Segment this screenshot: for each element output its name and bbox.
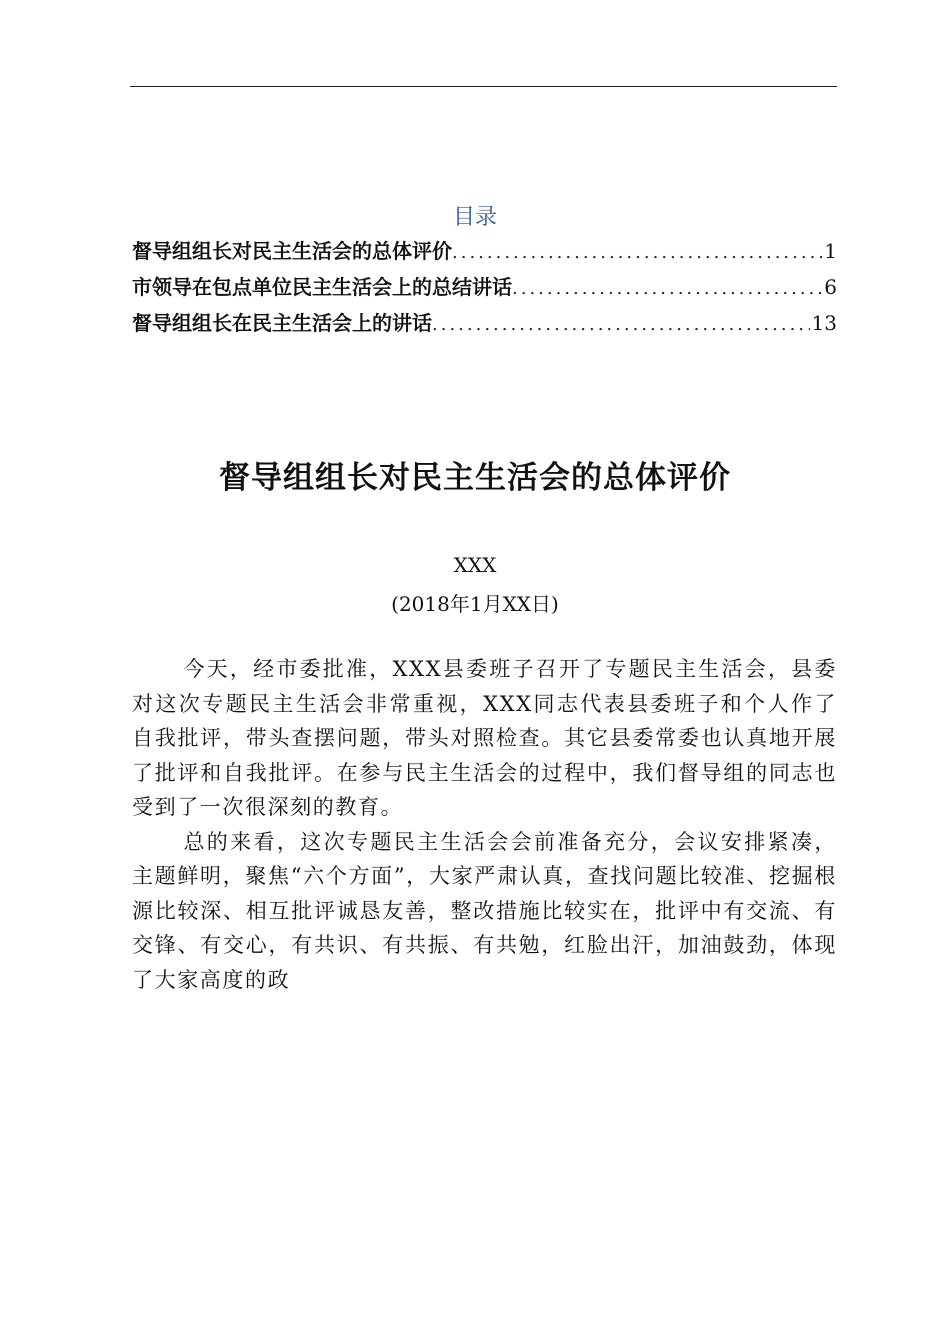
- toc-heading: 目录: [452, 205, 497, 230]
- toc-entry-title: 督导组组长在民主生活会上的讲话: [132, 311, 432, 335]
- body-paragraph: 总的来看，这次专题民主生活会会前准备充分，会议安排紧凑，主题鲜明，聚焦“六个方面”，大家严肃认真，查找问题比较准、挖掘根源比较深、相互批评诚恳友善，整改措施比较实在，批评中有交流、有交锋、有交心，有共识、有共振、有共勉，红脸出汗，加油鼓劲，体现了大家高度的政: [132, 829, 837, 992]
- header-rule: [130, 86, 837, 87]
- document-title: 督导组组长对民主生活会的总体评价: [219, 460, 731, 496]
- table-of-contents: [132, 233, 837, 341]
- toc-leader-dots: [432, 307, 810, 343]
- document-author: XXX: [453, 553, 497, 577]
- toc-entry[interactable]: [132, 269, 837, 305]
- toc-entry-title: 市领导在包点单位民主生活会上的总结讲话: [132, 275, 512, 299]
- document-body: [132, 652, 837, 997]
- body-paragraph: 今天，经市委批准，XXX县委班子召开了专题民主生活会，县委对这次专题民主生活会非常重视，XXX同志代表县委班子和个人作了自我批评，带头查摆问题，带头对照检查。其它县委常委也认真地开展了批评和自我批评。在参与民主生活会的过程中，我们督导组的同志也受到了一次很深刻的教育。: [132, 657, 837, 819]
- toc-entry-page: 6: [824, 275, 837, 299]
- toc-entry[interactable]: [132, 305, 837, 341]
- toc-entry-title: 督导组组长对民主生活会的总体评价: [132, 239, 452, 263]
- toc-leader-dots: [512, 271, 822, 307]
- toc-entry-page: 13: [811, 311, 837, 335]
- toc-leader-dots: [452, 235, 822, 271]
- document-date: (2018年1月XX日): [391, 592, 559, 616]
- toc-entry-page: 1: [824, 239, 837, 263]
- toc-entry[interactable]: [132, 233, 837, 269]
